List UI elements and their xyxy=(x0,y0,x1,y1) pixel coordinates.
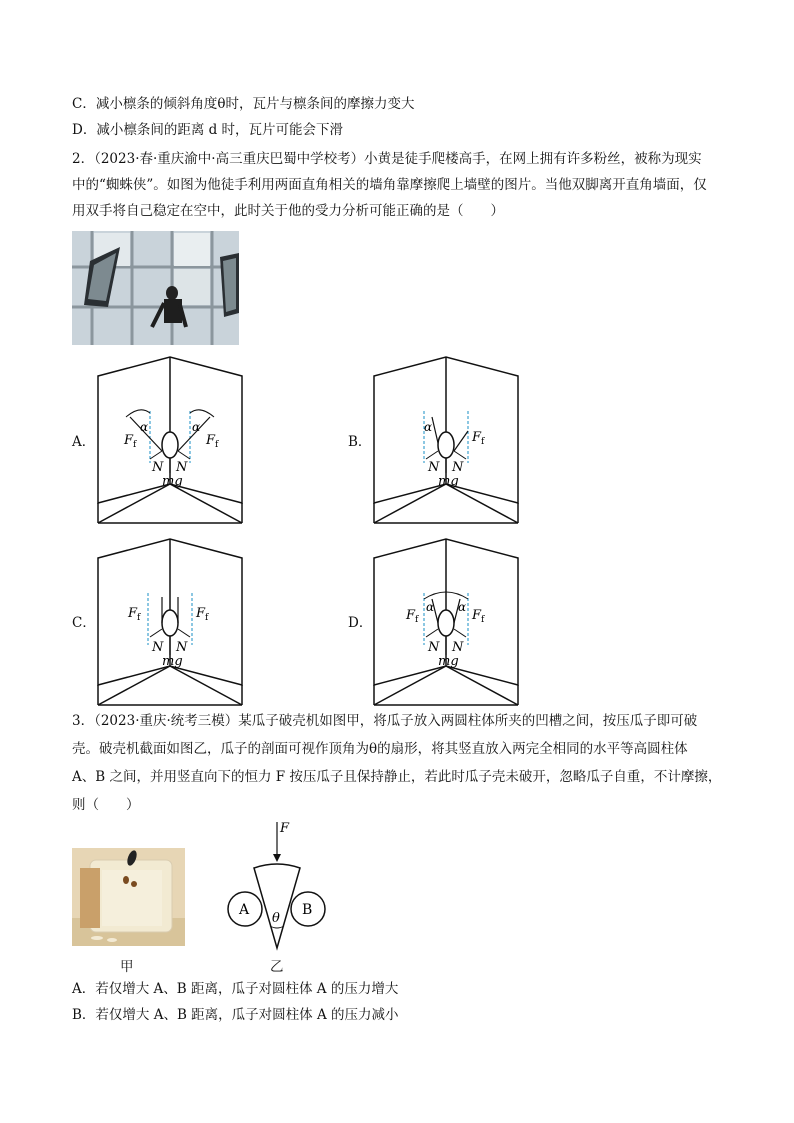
a-ff-right-sub: f xyxy=(215,440,219,450)
b-mg: mg xyxy=(438,474,459,489)
theta-label: θ xyxy=(272,911,280,926)
question-3-line-2: 壳。破壳机截面如图乙，瓜子的剖面可视作顶角为θ的扇形，将其竖直放入两完全相同的水平等高圆柱体 xyxy=(72,741,688,757)
d-alpha-left: α xyxy=(426,600,435,614)
option-a-label[interactable]: A． xyxy=(72,434,96,450)
d-n-right: N xyxy=(452,640,464,655)
a-ff-right: F xyxy=(206,433,216,448)
d-ff-left: F xyxy=(406,608,416,623)
cross-section-diagram xyxy=(220,818,340,958)
seed-cracker-photo xyxy=(72,848,185,946)
d-alpha-right: α xyxy=(458,600,467,614)
c-mg: mg xyxy=(162,654,183,669)
b-ff-sub: f xyxy=(481,437,485,447)
option-a-diagram xyxy=(96,355,244,525)
q3-option-b[interactable]: B．若仅增大 A、B 距离，瓜子对圆柱体 A 的压力减小 xyxy=(72,1007,399,1023)
question-3-line-1: 3．（2023·重庆·统考三模）某瓜子破壳机如图甲，将瓜子放入两圆柱体所夹的凹槽之间，按压瓜子即可破 xyxy=(72,713,698,729)
question-3-line-3: A、B 之间，并用竖直向下的恒力 F 按压瓜子且保持静止，若此时瓜子壳未破开，忽略瓜子自重，不计摩擦， xyxy=(72,769,722,785)
b-n-right: N xyxy=(452,460,464,475)
a-n-right: N xyxy=(176,460,188,475)
option-b-label[interactable]: B． xyxy=(348,434,372,450)
a-alpha-right: α xyxy=(192,420,201,434)
cylinder-a-label: A xyxy=(239,902,250,918)
option-d-diagram xyxy=(372,537,520,707)
option-c-label[interactable]: C． xyxy=(72,615,96,631)
d-ff-left-sub: f xyxy=(415,615,419,625)
q3-option-a[interactable]: A．若仅增大 A、B 距离，瓜子对圆柱体 A 的压力增大 xyxy=(72,981,399,997)
c-ff-right: F xyxy=(196,606,206,621)
c-ff-left: F xyxy=(128,606,138,621)
option-c-previous: C．减小檩条的倾斜角度θ时，瓦片与檩条间的摩擦力变大 xyxy=(72,96,415,112)
b-n-left: N xyxy=(428,460,440,475)
caption-yi: 乙 xyxy=(270,959,284,975)
b-ff: F xyxy=(472,430,482,445)
question-2-line-2: 中的“蜘蛛侠”。如图为他徒手利用两面直角相关的墙角靠摩擦爬上墙壁的图片。当他双脚离开直角墙面，仅 xyxy=(72,177,707,193)
option-b-diagram xyxy=(372,355,520,525)
c-n-left: N xyxy=(152,640,164,655)
a-n-left: N xyxy=(152,460,164,475)
d-mg: mg xyxy=(438,654,459,669)
d-n-left: N xyxy=(428,640,440,655)
option-d-label[interactable]: D． xyxy=(348,615,373,631)
force-f-label: F xyxy=(280,821,290,836)
d-ff-right: F xyxy=(472,608,482,623)
c-ff-left-sub: f xyxy=(137,613,141,623)
a-mg: mg xyxy=(162,474,183,489)
question-3-line-4: 则（ ） xyxy=(72,797,140,813)
climber-photo xyxy=(72,231,239,345)
a-ff-left: F xyxy=(124,433,134,448)
option-d-previous: D．减小檩条间的距离 d 时，瓦片可能会下滑 xyxy=(72,122,344,138)
cylinder-b-label: B xyxy=(302,902,313,918)
question-2-line-3: 用双手将自己稳定在空中，此时关于他的受力分析可能正确的是（ ） xyxy=(72,203,504,219)
c-ff-right-sub: f xyxy=(205,613,209,623)
question-2-line-1: 2．（2023·春·重庆渝中·高三重庆巴蜀中学校考）小黄是徒手爬楼高手，在网上拥有许多粉丝，被称为现实 xyxy=(72,151,702,167)
b-alpha: α xyxy=(424,420,433,434)
option-c-diagram xyxy=(96,537,244,707)
a-ff-left-sub: f xyxy=(133,440,137,450)
a-alpha-left: α xyxy=(140,420,149,434)
d-ff-right-sub: f xyxy=(481,615,485,625)
caption-jia: 甲 xyxy=(120,959,134,975)
c-n-right: N xyxy=(176,640,188,655)
